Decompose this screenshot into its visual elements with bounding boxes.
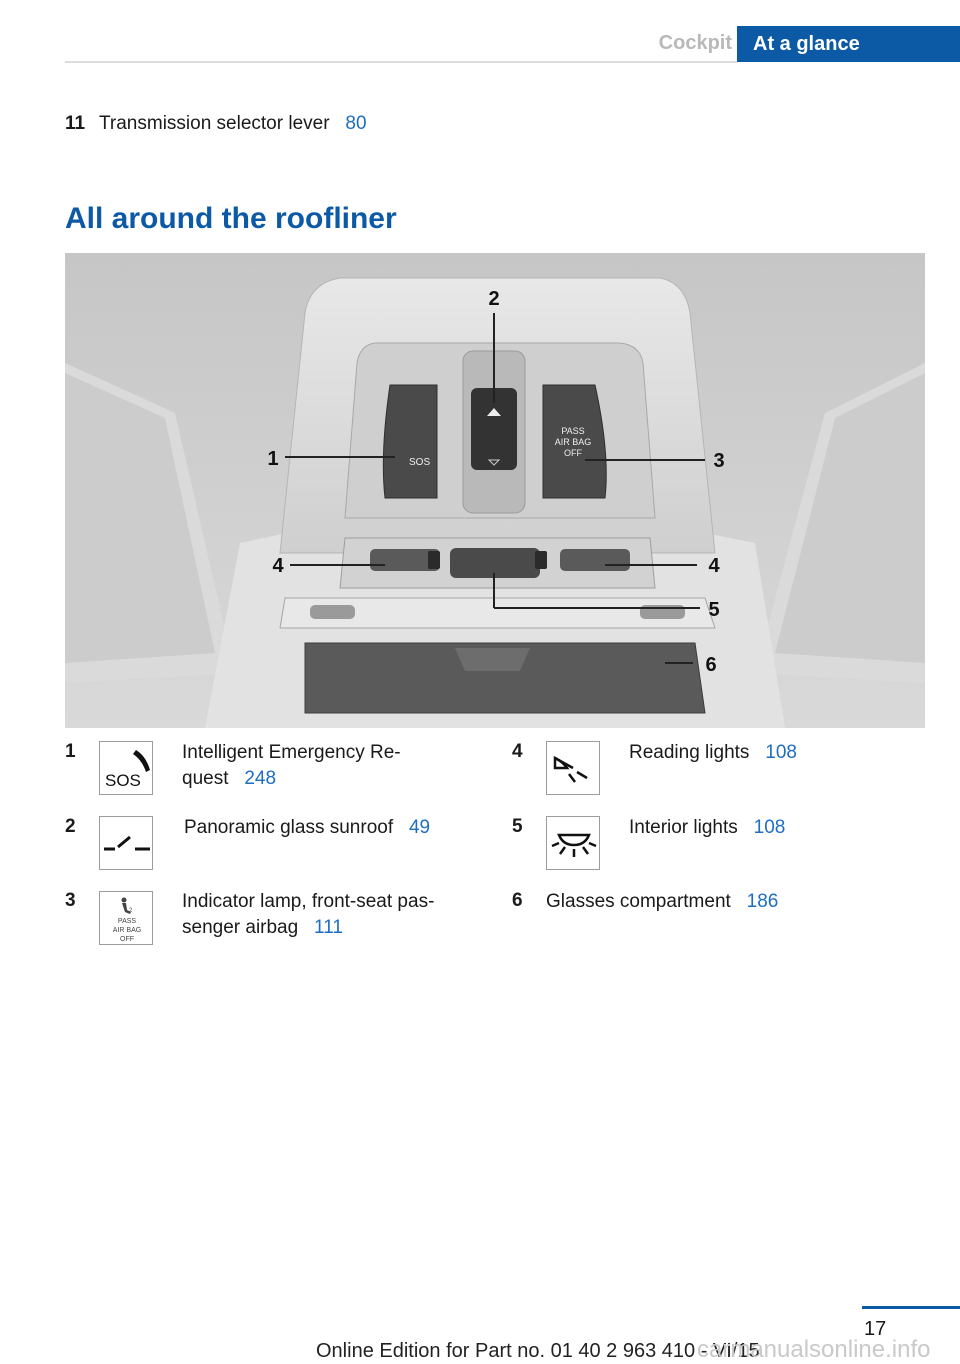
legend-1-text: Intelligent Emergency Re- quest 248 — [182, 742, 401, 789]
passenger-airbag-off-icon — [99, 891, 153, 945]
airbag-label: AIR BAG — [554, 437, 592, 447]
legend-3-number: 3 — [65, 890, 76, 911]
legend-2-ref[interactable]: 49 — [408, 817, 431, 838]
svg-text:AIR BAG: AIR BAG — [112, 927, 142, 934]
item-11-number: 11 — [65, 113, 86, 134]
callout-2: 2 — [488, 288, 500, 310]
off-label: OFF — [564, 448, 582, 458]
footer-rule — [862, 1306, 960, 1309]
legend-5-text: Interior lights 108 — [629, 817, 786, 838]
callout-4-left: 4 — [272, 555, 284, 577]
legend-6-number: 6 — [512, 890, 523, 911]
legend-3-text: Indicator lamp, front-seat pas- senger airbag 111 — [182, 891, 435, 938]
legend-2-text: Panoramic glass sunroof 49 — [184, 817, 431, 838]
reading-light-icon — [546, 741, 600, 795]
legend-3-ref[interactable]: 111 — [314, 917, 343, 938]
pass-label: PASS — [561, 426, 585, 436]
item-11-text: Transmission selector lever — [99, 113, 330, 134]
legend-2-number: 2 — [65, 816, 76, 837]
section-title: All around the roofliner — [65, 202, 397, 235]
svg-text:PASS: PASS — [117, 918, 137, 925]
callout-5: 5 — [708, 599, 720, 621]
svg-text:2: 2 — [129, 908, 133, 914]
callout-4-right: 4 — [708, 555, 720, 577]
item-11 — [65, 110, 367, 138]
legend-1-number: 1 — [65, 741, 76, 762]
legend-6-ref[interactable]: 186 — [746, 891, 779, 912]
legend-4-number: 4 — [512, 741, 523, 762]
legend-6-text: Glasses compartment 186 — [546, 891, 779, 912]
sos-button-label: SOS — [409, 457, 431, 468]
legend-4-text: Reading lights 108 — [629, 742, 797, 763]
roofliner-photo — [65, 253, 925, 728]
callout-3: 3 — [713, 450, 725, 472]
header-section: Cockpit — [658, 32, 732, 54]
callout-6: 6 — [705, 654, 717, 676]
watermark: carmanualsonline.info — [697, 1336, 931, 1363]
callout-1: 1 — [267, 448, 279, 470]
svg-text:SOS: SOS — [105, 771, 141, 790]
sos-icon — [99, 741, 153, 795]
header-tab: At a glance — [737, 26, 960, 62]
interior-light-icon — [546, 816, 600, 870]
legend-1-ref[interactable]: 248 — [244, 768, 277, 789]
sunroof-icon — [99, 816, 153, 870]
legend-5-number: 5 — [512, 816, 523, 837]
item-11-ref[interactable]: 80 — [345, 113, 367, 134]
header-rule — [65, 61, 737, 63]
svg-text:OFF: OFF — [120, 936, 134, 943]
legend-4-ref[interactable]: 108 — [765, 742, 797, 763]
page-number: 17 — [864, 1318, 887, 1340]
legend-5-ref[interactable]: 108 — [753, 817, 786, 838]
edition-note: Online Edition for Part no. 01 40 2 963 410 - VI/15 — [316, 1340, 760, 1362]
